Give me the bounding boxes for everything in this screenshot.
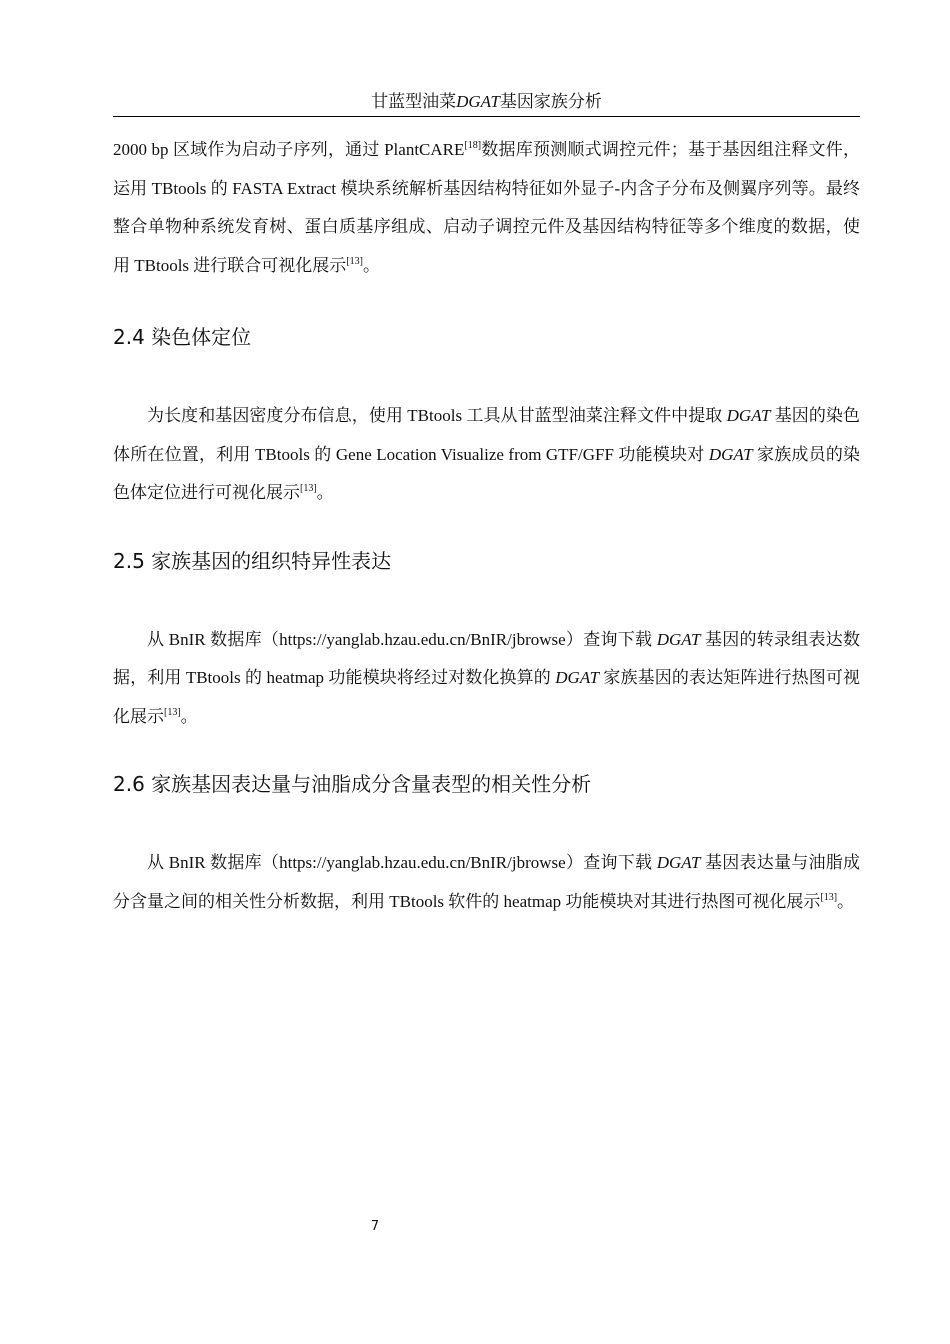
gene-name: DGAT (656, 853, 701, 872)
section-heading-2-4: 2.4 染色体定位 (113, 325, 252, 349)
gene-name: DGAT (708, 444, 753, 464)
text-run: 从 BnIR 数据库（https://yanglab.hzau.edu.cn/BnIR/jbrowse）查询下载 (147, 853, 657, 872)
text-run: 。 (837, 891, 855, 911)
gene-name: DGAT (656, 629, 701, 649)
text-run: 家族成员的染色体定位进行可视化展示 (113, 444, 861, 502)
text-run: 家族基因的表达矩阵进行热图可视化展示 (113, 668, 861, 726)
section-heading-2-5: 2.5 家族基因的组织特异性表达 (113, 548, 392, 573)
text-run: 。 (362, 255, 380, 275)
gene-name: DGAT (555, 668, 600, 687)
text-run: 。 (180, 706, 198, 726)
document-body (113, 131, 860, 921)
citation-ref: [13] (300, 483, 317, 494)
paragraph-chromosome-location (113, 397, 860, 513)
paragraph-promoter-analysis (113, 131, 860, 285)
page-number: 7 (370, 1219, 380, 1234)
paragraph-tissue-expression (113, 621, 860, 737)
text-run: 基因的染色体所在位置，利用 TBtools 的 Gene Location Visualize from GTF/GFF 功能模块对 (113, 406, 860, 464)
text-run: 基因的转录组表达数据，利用 TBtools 的 heatmap 功能模块将经过对数化换算的 (113, 629, 860, 687)
citation-ref: [13] (820, 891, 838, 903)
header-title-italic: DGAT (456, 92, 500, 111)
header-title-pre: 甘蓝型油菜 (371, 92, 457, 111)
text-run: 从 BnIR 数据库（https://yanglab.hzau.edu.cn/BnIR/jbrowse）查询下载 (147, 629, 657, 649)
citation-ref: [13] (164, 706, 181, 718)
text-run: 为长度和基因密度分布信息，使用 TBtools 工具从甘蓝型油菜注释文件中提取 (147, 406, 727, 425)
gene-name: DGAT (726, 406, 771, 425)
citation-ref: [18] (464, 140, 482, 151)
text-run: 。 (316, 483, 334, 502)
citation-ref: [13] (346, 255, 363, 267)
section-heading-2-6: 2.6 家族基因表达量与油脂成分含量表型的相关性分析 (113, 772, 592, 796)
text-run: 数据库预测顺式调控元件；基于基因组注释文件，运用 TBtools 的 FASTA Extract 模块系统解析基因结构特征如外显子-内含子分布及侧翼序列等。最终整合单物种系统发育树、蛋白质基序组成、启动子调控元件及基因结构特征等多个维度的数据，使用 TBtools 进行联合可视化展示 (113, 140, 861, 275)
header-title-post: 基因家族分析 (499, 92, 602, 111)
running-header (113, 90, 860, 117)
text-run: 基因表达量与油脂成分含量之间的相关性分析数据，利用 TBtools 软件的 heatmap 功能模块对其进行热图可视化展示 (113, 853, 860, 911)
text-run: 2000 bp 区域作为启动子序列，通过 PlantCARE (113, 140, 465, 159)
paragraph-correlation-analysis (113, 844, 860, 921)
